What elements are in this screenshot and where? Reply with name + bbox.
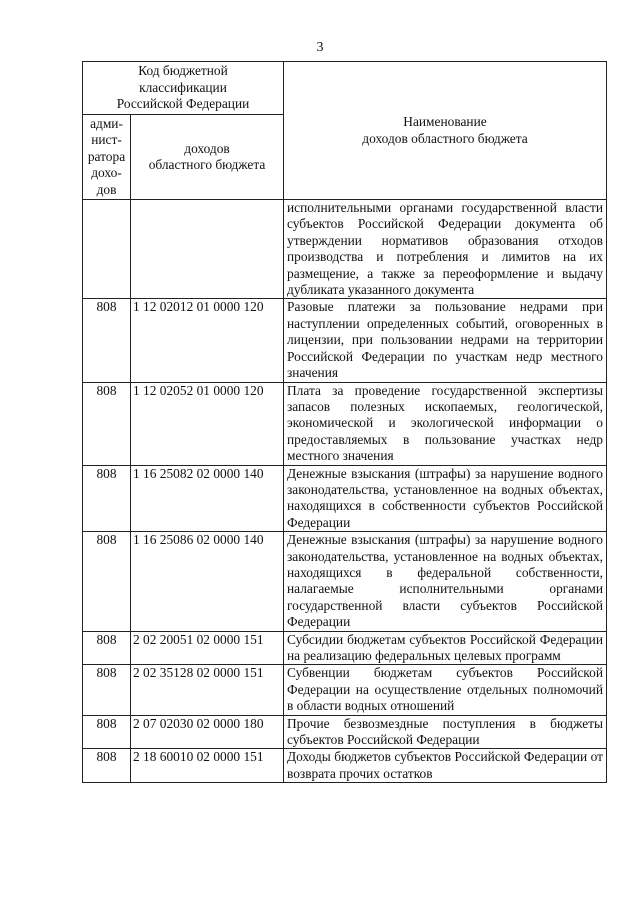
revenue-code-cell: 2 07 02030 02 0000 180 [131, 715, 284, 749]
revenue-description-cell: Субсидии бюджетам субъектов Российской Федерации на реализацию федеральных целевых программ [284, 631, 607, 665]
budget-revenue-table [82, 61, 607, 783]
admin-code-cell: 808 [83, 715, 131, 749]
admin-code-cell: 808 [83, 665, 131, 715]
revenue-code-cell: 2 18 60010 02 0000 151 [131, 749, 284, 783]
header-budget-classification-code: Код бюджетной классификации Российской Федерации [83, 62, 284, 115]
header-revenue-administrator: адми- нист- ратора дохо- дов [83, 115, 131, 200]
revenue-description-cell: Денежные взыскания (штрафы) за нарушение водного законодательства, установленное на водных объектах, находящихся в федеральной собственности, налагаемые исполнительными органами государственной власти субъектов Российской Федерации [284, 532, 607, 631]
admin-code-cell: 808 [83, 631, 131, 665]
revenue-description-cell: Доходы бюджетов субъектов Российской Федерации от возврата прочих остатков [284, 749, 607, 783]
revenue-code-cell: 2 02 20051 02 0000 151 [131, 631, 284, 665]
revenue-code-cell: 1 16 25086 02 0000 140 [131, 532, 284, 631]
table-row [83, 382, 607, 465]
admin-code-cell: 808 [83, 749, 131, 783]
table-row [83, 749, 607, 783]
admin-code-cell: 808 [83, 299, 131, 382]
admin-code-cell: 808 [83, 382, 131, 465]
revenue-description-cell: Денежные взыскания (штрафы) за нарушение водного законодательства, установленное на водных объектах, находящихся в собственности субъектов Российской Федерации [284, 465, 607, 532]
table-row [83, 665, 607, 715]
revenue-code-cell: 2 02 35128 02 0000 151 [131, 665, 284, 715]
page-number: 3 [316, 40, 324, 55]
revenue-description-cell: Плата за проведение государственной экспертизы запасов полезных ископаемых, геологической, экономической и экологической информации о предоставляемых в пользование участках недр местного значения [284, 382, 607, 465]
revenue-description-cell: Прочие безвозмездные поступления в бюджеты субъектов Российской Федерации [284, 715, 607, 749]
table-row [83, 631, 607, 665]
table-row [83, 532, 607, 631]
revenue-code-cell: 1 16 25082 02 0000 140 [131, 465, 284, 532]
table-row [83, 465, 607, 532]
revenue-description-cell: Субвенции бюджетам субъектов Российской Федерации на осуществление отдельных полномочий в области водных отношений [284, 665, 607, 715]
table-row [83, 200, 607, 299]
revenue-description-cell: исполнительными органами государственной власти субъектов Российской Федерации документа об утверждении нормативов образования отходов производства и потребления и лимитов на их размещение, а также за переоформление и выдачу дубликата указанного документа [284, 200, 607, 299]
revenue-code-cell [131, 200, 284, 299]
admin-code-cell: 808 [83, 532, 131, 631]
header-regional-budget-revenue-code: доходов областного бюджета [131, 115, 284, 200]
table-row [83, 715, 607, 749]
revenue-code-cell: 1 12 02052 01 0000 120 [131, 382, 284, 465]
table-row [83, 299, 607, 382]
table-header-row [83, 62, 607, 115]
admin-code-cell: 808 [83, 465, 131, 532]
revenue-description-cell: Разовые платежи за пользование недрами при наступлении определенных событий, оговоренных в лицензии, при пользовании недрами на территории Российской Федерации по участкам недр местного значения [284, 299, 607, 382]
admin-code-cell [83, 200, 131, 299]
revenue-code-cell: 1 12 02012 01 0000 120 [131, 299, 284, 382]
header-revenue-name: Наименование доходов областного бюджета [284, 62, 607, 200]
